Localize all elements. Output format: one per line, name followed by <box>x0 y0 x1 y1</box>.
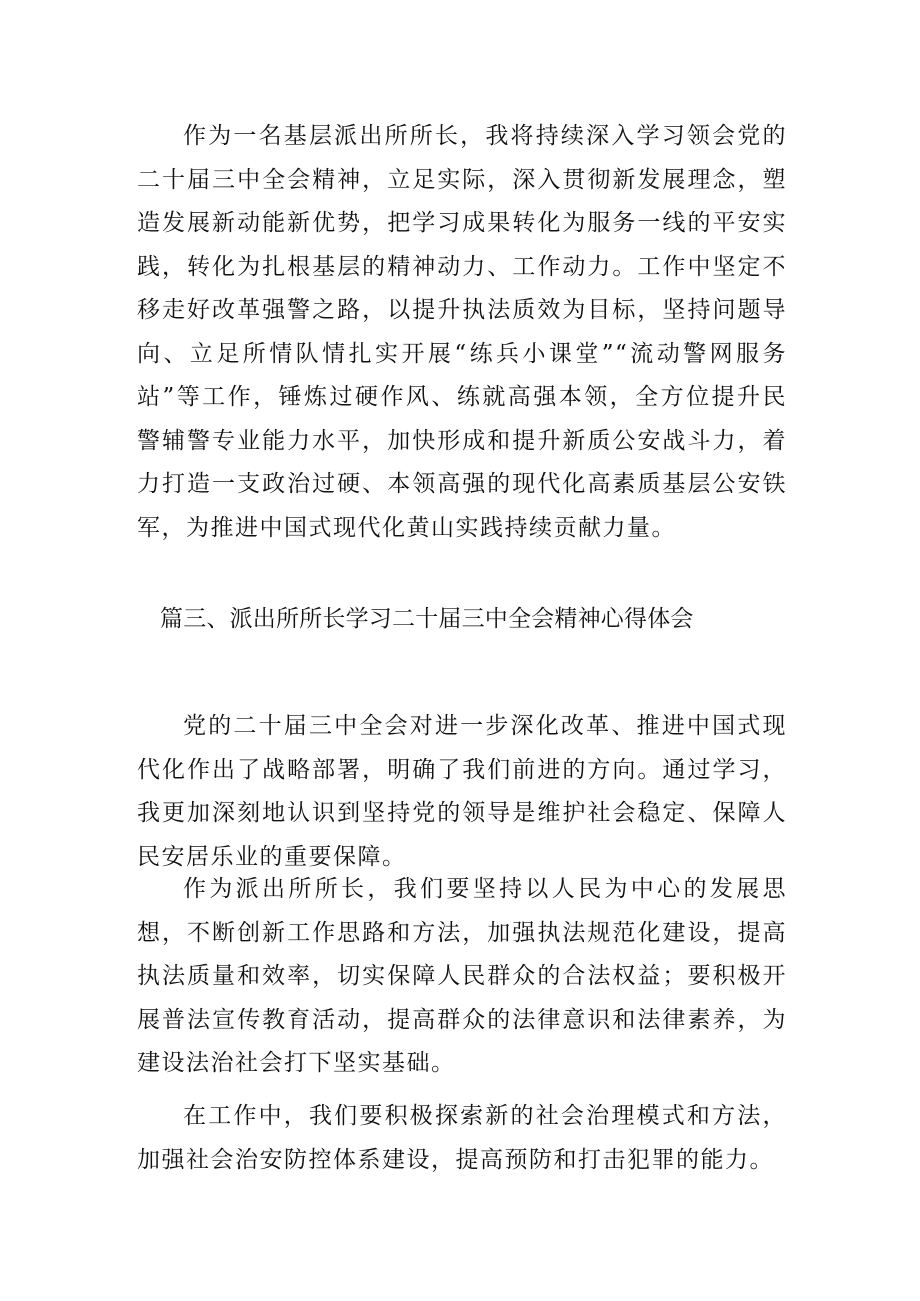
section-heading: 篇三、派出所所长学习二十届三中全会精神心得体会 <box>160 606 694 632</box>
paragraph-1: 党的二十届三中全会对进一步深化改革、推进中国式现代化作出了战略部署，明确了我们前进的方向。通过学习，我更加深刻地认识到坚持党的领导是维护社会稳定、保障人民安居乐业的重要保障。 <box>137 713 787 870</box>
paragraph-intro: 作为一名基层派出所所长，我将持续深入学习领会党的二十届三中全会精神，立足实际，深入贯彻新发展理念，塑造发展新动能新优势，把学习成果转化为服务一线的平安实践，转化为扎根基层的精神动力、工作动力。工作中坚定不移走好改革强警之路，以提升执法质效为目标，坚持问题导向、立足所情队情扎实开展“练兵小课堂”“流动警网服务站”等工作，锤炼过硬作风、练就高强本领，全方位提升民警辅警专业能力水平，加快形成和提升新质公安战斗力，着力打造一支政治过硬、本领高强的现代化高素质基层公安铁军，为推进中国式现代化黄山实践持续贡献力量。 <box>137 123 787 541</box>
paragraph-2: 作为派出所所长，我们要坚持以人民为中心的发展思想，不断创新工作思路和方法，加强执法规范化建设，提高执法质量和效率，切实保障人民群众的合法权益；要积极开展普法宣传教育活动，提高群众的法律意识和法律素养，为建设法治社会打下坚实基础。 <box>137 876 787 1076</box>
paragraph-3: 在工作中，我们要积极探索新的社会治理模式和方法，加强社会治安防控体系建设，提高预防和打击犯罪的能力。 <box>137 1103 787 1173</box>
